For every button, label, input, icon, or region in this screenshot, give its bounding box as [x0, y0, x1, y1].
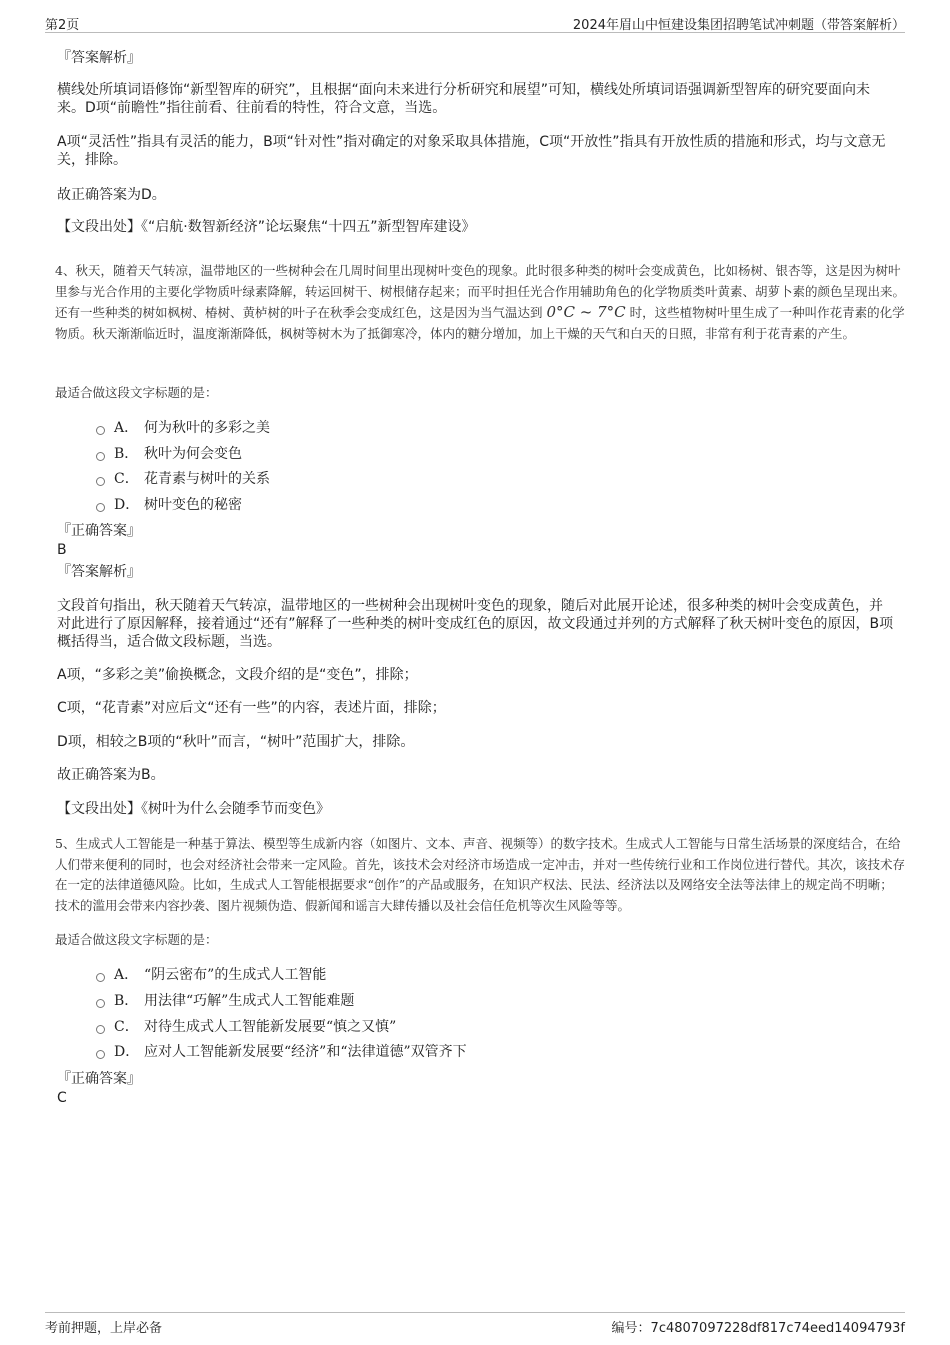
q4-passage-part-a: 4、秋天，随着天气转凉，温带地区的一些树种会在几周时间里出现树叶变色的现象。此时很多种类的树叶会变成黄色，比如杨树、银杏等，这是因为树叶里参与光合作用的主要化学物质叶绿素降解，转运回树干、树根储存起来；而平时担任光合作用辅助角色的化学物质类叶黄素、胡萝卜素的颜色呈现出来。还有一些种类的树如枫树、椿树、黄栌树的叶子在秋季会变成红色，这是因为当气温达到	[55, 263, 906, 320]
q4-prompt: 最适合做这段文字标题的是：	[55, 385, 218, 400]
document-title: 2024年眉山中恒建设集团招聘笔试冲刺题（带答案解析）	[572, 18, 905, 33]
q3-analysis-p3: 故正确答案为D。	[57, 187, 166, 203]
q4-option-d[interactable]: D． 树叶变色的秘密	[96, 494, 242, 514]
q4-analysis-label: 『答案解析』	[57, 564, 141, 580]
page-header	[45, 10, 905, 33]
radio-icon[interactable]	[96, 477, 105, 486]
q5-answer: C	[57, 1090, 67, 1106]
q4-answer-label: 『正确答案』	[57, 523, 141, 539]
q3-source: 【文段出处】《“启航·数智新经济”论坛聚焦“十四五”新型智库建设》	[57, 219, 476, 235]
radio-icon[interactable]	[96, 1050, 105, 1059]
q5-option-b[interactable]: B． 用法律“巧解”生成式人工智能难题	[96, 990, 354, 1010]
q5-option-a[interactable]: A． “阴云密布”的生成式人工智能	[96, 964, 326, 984]
q4-option-c[interactable]: C． 花青素与树叶的关系	[96, 468, 270, 488]
q5-passage: 5、生成式人工智能是一种基于算法、模型等生成新内容（如图片、文本、声音、视频等）的数字技术。生成式人工智能与日常生活场景的深度结合，在给人们带来便利的同时，也会对经济社会带来一定风险。首先，该技术会对经济市场造成一定冲击，并对一些传统行业和工作岗位进行替代。其次，该技术存在一定的法律道德风险。比如，生成式人工智能根据要求“创作”的产品或服务，在知识产权法、民法、经济法以及网络安全法等法律上的规定尚不明晰；技术的滥用会带来内容抄袭、图片视频伪造、假新闻和谣言大肆传播以及社会信任危机等次生风险等等。	[55, 836, 906, 913]
q5-answer-label: 『正确答案』	[57, 1071, 141, 1087]
q4-analysis-p1: 文段首句指出，秋天随着天气转凉，温带地区的一些树种会出现树叶变色的现象，随后对此展开论述，很多种类的树叶会变成黄色，并对此进行了原因解释，接着通过“还有”解释了一些种类的树叶变成红色的原因，故文段通过并列的方式解释了秋天树叶变色的原因，B项概括得当，适合做文段标题，当选。	[57, 598, 894, 650]
q4-source: 【文段出处】《树叶为什么会随季节而变色》	[57, 801, 330, 817]
q3-analysis-label: 『答案解析』	[57, 50, 141, 66]
page-number: 第2页	[45, 18, 80, 33]
radio-icon[interactable]	[96, 503, 105, 512]
q5-prompt: 最适合做这段文字标题的是：	[55, 932, 218, 947]
footer-slogan: 考前押题，上岸必备	[45, 1321, 163, 1336]
radio-icon[interactable]	[96, 452, 105, 461]
q4-passage-part-b: 时，这些植物树叶里生成了一种叫作花青素的化学物质。秋天渐渐临近时，温度渐渐降低，枫树等树木为了抵御寒冷，体内的糖分增加，加上干燥的天气和白天的日照，非常有利于花青素的产生。	[55, 305, 905, 341]
document-code: 编号：7c4807097228df817c74eed14094793f	[611, 1321, 905, 1336]
q5-option-c[interactable]: C． 对待生成式人工智能新发展要“慎之又慎”	[96, 1016, 396, 1036]
q3-analysis-p1: 横线处所填词语修饰“新型智库的研究”，且根据“面向未来进行分析研究和展望”可知，横线处所填词语强调新型智库的研究要面向未来。D项“前瞻性”指往前看、往前看的特性，符合文意，当选。	[57, 82, 871, 116]
radio-icon[interactable]	[96, 426, 105, 435]
q4-analysis-p2: A项，“多彩之美”偷换概念，文段介绍的是“变色”，排除；	[57, 667, 418, 683]
radio-icon[interactable]	[96, 999, 105, 1008]
page-footer	[45, 1312, 905, 1337]
q4-analysis-p5: 故正确答案为B。	[57, 767, 165, 783]
radio-icon[interactable]	[96, 1025, 105, 1034]
q4-analysis-p4: D项，相较之B项的“秋叶”而言，“树叶”范围扩大，排除。	[57, 734, 415, 750]
q4-temperature-range: 0°C ~ 7°C	[546, 303, 626, 321]
radio-icon[interactable]	[96, 973, 105, 982]
q4-answer: B	[57, 542, 67, 558]
q4-analysis-p3: C项，“花青素”对应后文“还有一些”的内容，表述片面，排除；	[57, 700, 446, 716]
q5-option-d[interactable]: D． 应对人工智能新发展要“经济”和“法律道德”双管齐下	[96, 1041, 467, 1061]
q4-option-a[interactable]: A． 何为秋叶的多彩之美	[96, 417, 270, 437]
q4-option-b[interactable]: B． 秋叶为何会变色	[96, 443, 242, 463]
q3-analysis-p2: A项“灵活性”指具有灵活的能力，B项“针对性”指对确定的对象采取具体措施，C项“开放性”指具有开放性质的措施和形式，均与文意无关，排除。	[57, 134, 886, 168]
q4-passage	[55, 261, 905, 344]
